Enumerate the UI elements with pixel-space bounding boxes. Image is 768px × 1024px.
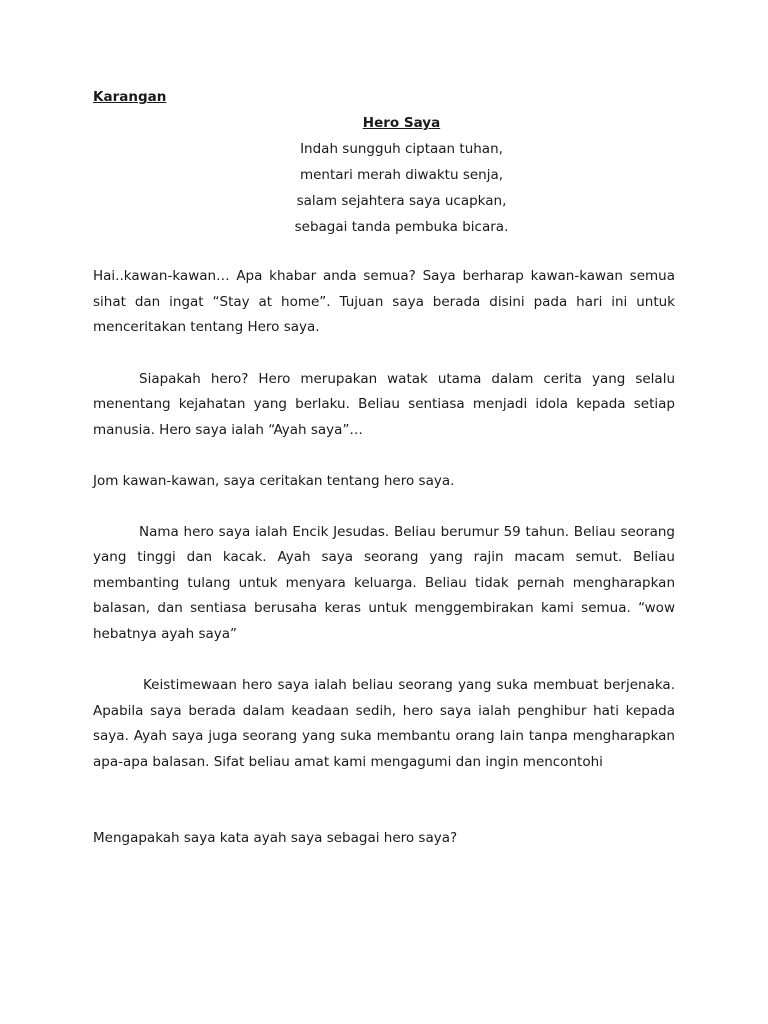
poem-line: salam sejahtera saya ucapkan, xyxy=(296,193,507,209)
paragraph-what-is-hero: Siapakah hero? Hero merupakan watak utama dalam cerita yang selalu menentang kejahatan yang berlaku. Beliau sentiasa menjadi idola kepada setiap manusia. Hero saya ialah “Ayah saya”… xyxy=(93,370,675,438)
paragraph-hero-description: Nama hero saya ialah Encik Jesudas. Beliau berumur 59 tahun. Beliau seorang yang tinggi dan kacak. Ayah saya seorang yang rajin macam semut. Beliau membanting tulang untuk menyara keluarga. Beliau tidak pernah mengharapkan balasan, dan sentiasa berusaha keras untuk menggembirakan kami semua. “wow hebatnya ayah saya” xyxy=(93,523,675,642)
paragraph-greeting: Hai..kawan-kawan… Apa khabar anda semua? Saya berharap kawan-kawan semua sihat dan ingat “Stay at home”. Tujuan saya berada disini pada hari ini untuk menceritakan tentang Hero saya. xyxy=(93,268,675,335)
paragraph-hero-specialty: Keistimewaan hero saya ialah beliau seorang yang suka membuat berjenaka. Apabila saya berada dalam keadaan sedih, hero saya ialah penghibur hati kepada saya. Ayah saya juga seorang yang suka membantu orang lain tanpa mengharapkan apa-apa balasan. Sifat beliau amat kami mengagumi dan ingin mencontohi xyxy=(93,677,675,770)
document-label: Karangan xyxy=(93,89,167,105)
poem-line: mentari merah diwaktu senja, xyxy=(299,167,504,183)
poem-line: sebagai tanda pembuka bicara. xyxy=(294,219,509,235)
opening-poem xyxy=(128,136,675,240)
document-page xyxy=(93,84,675,852)
poem-line: Indah sungguh ciptaan tuhan, xyxy=(300,141,503,157)
paragraph-question: Mengapakah saya kata ayah saya sebagai hero saya? xyxy=(93,830,458,846)
paragraph-intro: Jom kawan-kawan, saya ceritakan tentang hero saya. xyxy=(93,473,455,489)
document-title: Hero Saya xyxy=(362,115,441,131)
